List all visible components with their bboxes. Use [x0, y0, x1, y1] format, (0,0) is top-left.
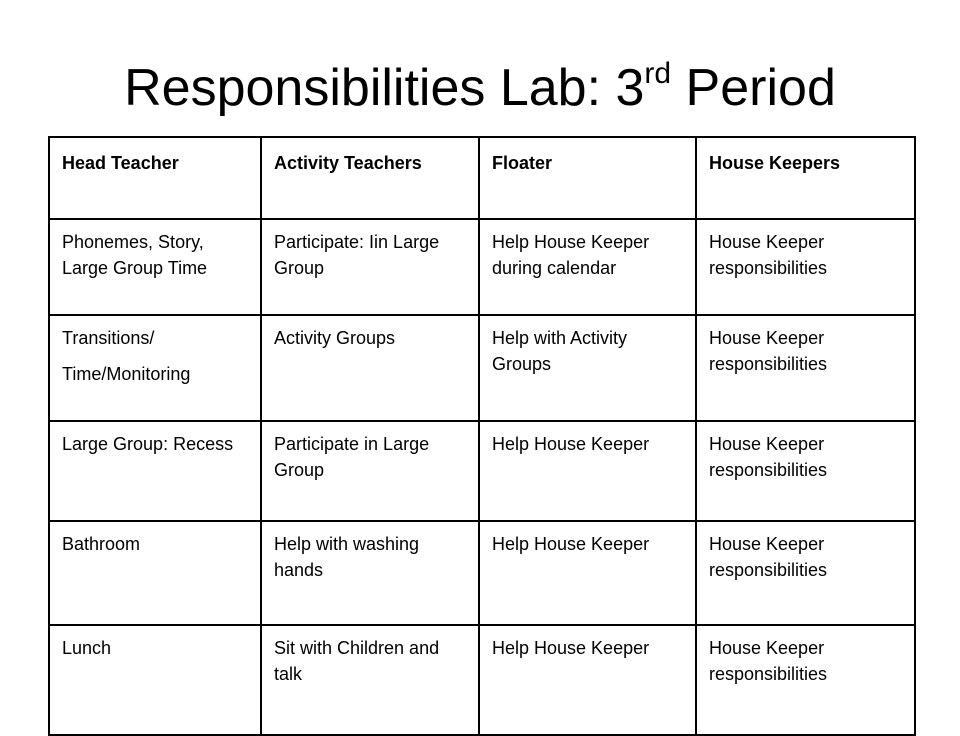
- cell-floater: Help House Keeper: [479, 421, 696, 521]
- table-row: [49, 315, 915, 421]
- cell-activity-teachers: Participate: Iin Large Group: [261, 219, 479, 315]
- cell-floater: Help House Keeper during calendar: [479, 219, 696, 315]
- cell-head-teacher: [49, 315, 261, 421]
- table-row: [49, 521, 915, 625]
- cell-head-teacher: Lunch: [49, 625, 261, 735]
- cell-house-keepers: House Keeper responsibilities: [696, 421, 915, 521]
- cell-house-keepers: House Keeper responsibilities: [696, 315, 915, 421]
- cell-line: Time/Monitoring: [62, 364, 191, 384]
- cell-activity-teachers: Activity Groups: [261, 315, 479, 421]
- slide-title: [0, 48, 960, 128]
- slide-title-superscript: rd: [644, 57, 672, 90]
- table-body: [49, 219, 915, 735]
- cell-house-keepers: House Keeper responsibilities: [696, 625, 915, 735]
- cell-floater: Help House Keeper: [479, 521, 696, 625]
- header-row: [49, 137, 915, 219]
- cell-head-teacher: Phonemes, Story, Large Group Time: [49, 219, 261, 315]
- slide-title-end: Period: [671, 59, 836, 117]
- cell-activity-teachers: Sit with Children and talk: [261, 625, 479, 735]
- table-header: [49, 137, 915, 219]
- table-row: [49, 421, 915, 521]
- table-row: [49, 625, 915, 735]
- slide-title-main: Responsibilities Lab: 3: [124, 59, 645, 117]
- responsibilities-table: [48, 136, 916, 736]
- header-house-keepers: House Keepers: [696, 137, 915, 219]
- cell-floater: Help with Activity Groups: [479, 315, 696, 421]
- cell-head-teacher: Bathroom: [49, 521, 261, 625]
- header-floater: Floater: [479, 137, 696, 219]
- cell-floater: Help House Keeper: [479, 625, 696, 735]
- cell-house-keepers: House Keeper responsibilities: [696, 219, 915, 315]
- cell-activity-teachers: Help with washing hands: [261, 521, 479, 625]
- cell-house-keepers: House Keeper responsibilities: [696, 521, 915, 625]
- cell-head-teacher: Large Group: Recess: [49, 421, 261, 521]
- table-row: [49, 219, 915, 315]
- header-head-teacher: Head Teacher: [49, 137, 261, 219]
- cell-activity-teachers: Participate in Large Group: [261, 421, 479, 521]
- header-activity-teachers: Activity Teachers: [261, 137, 479, 219]
- cell-line: Transitions/: [62, 328, 155, 348]
